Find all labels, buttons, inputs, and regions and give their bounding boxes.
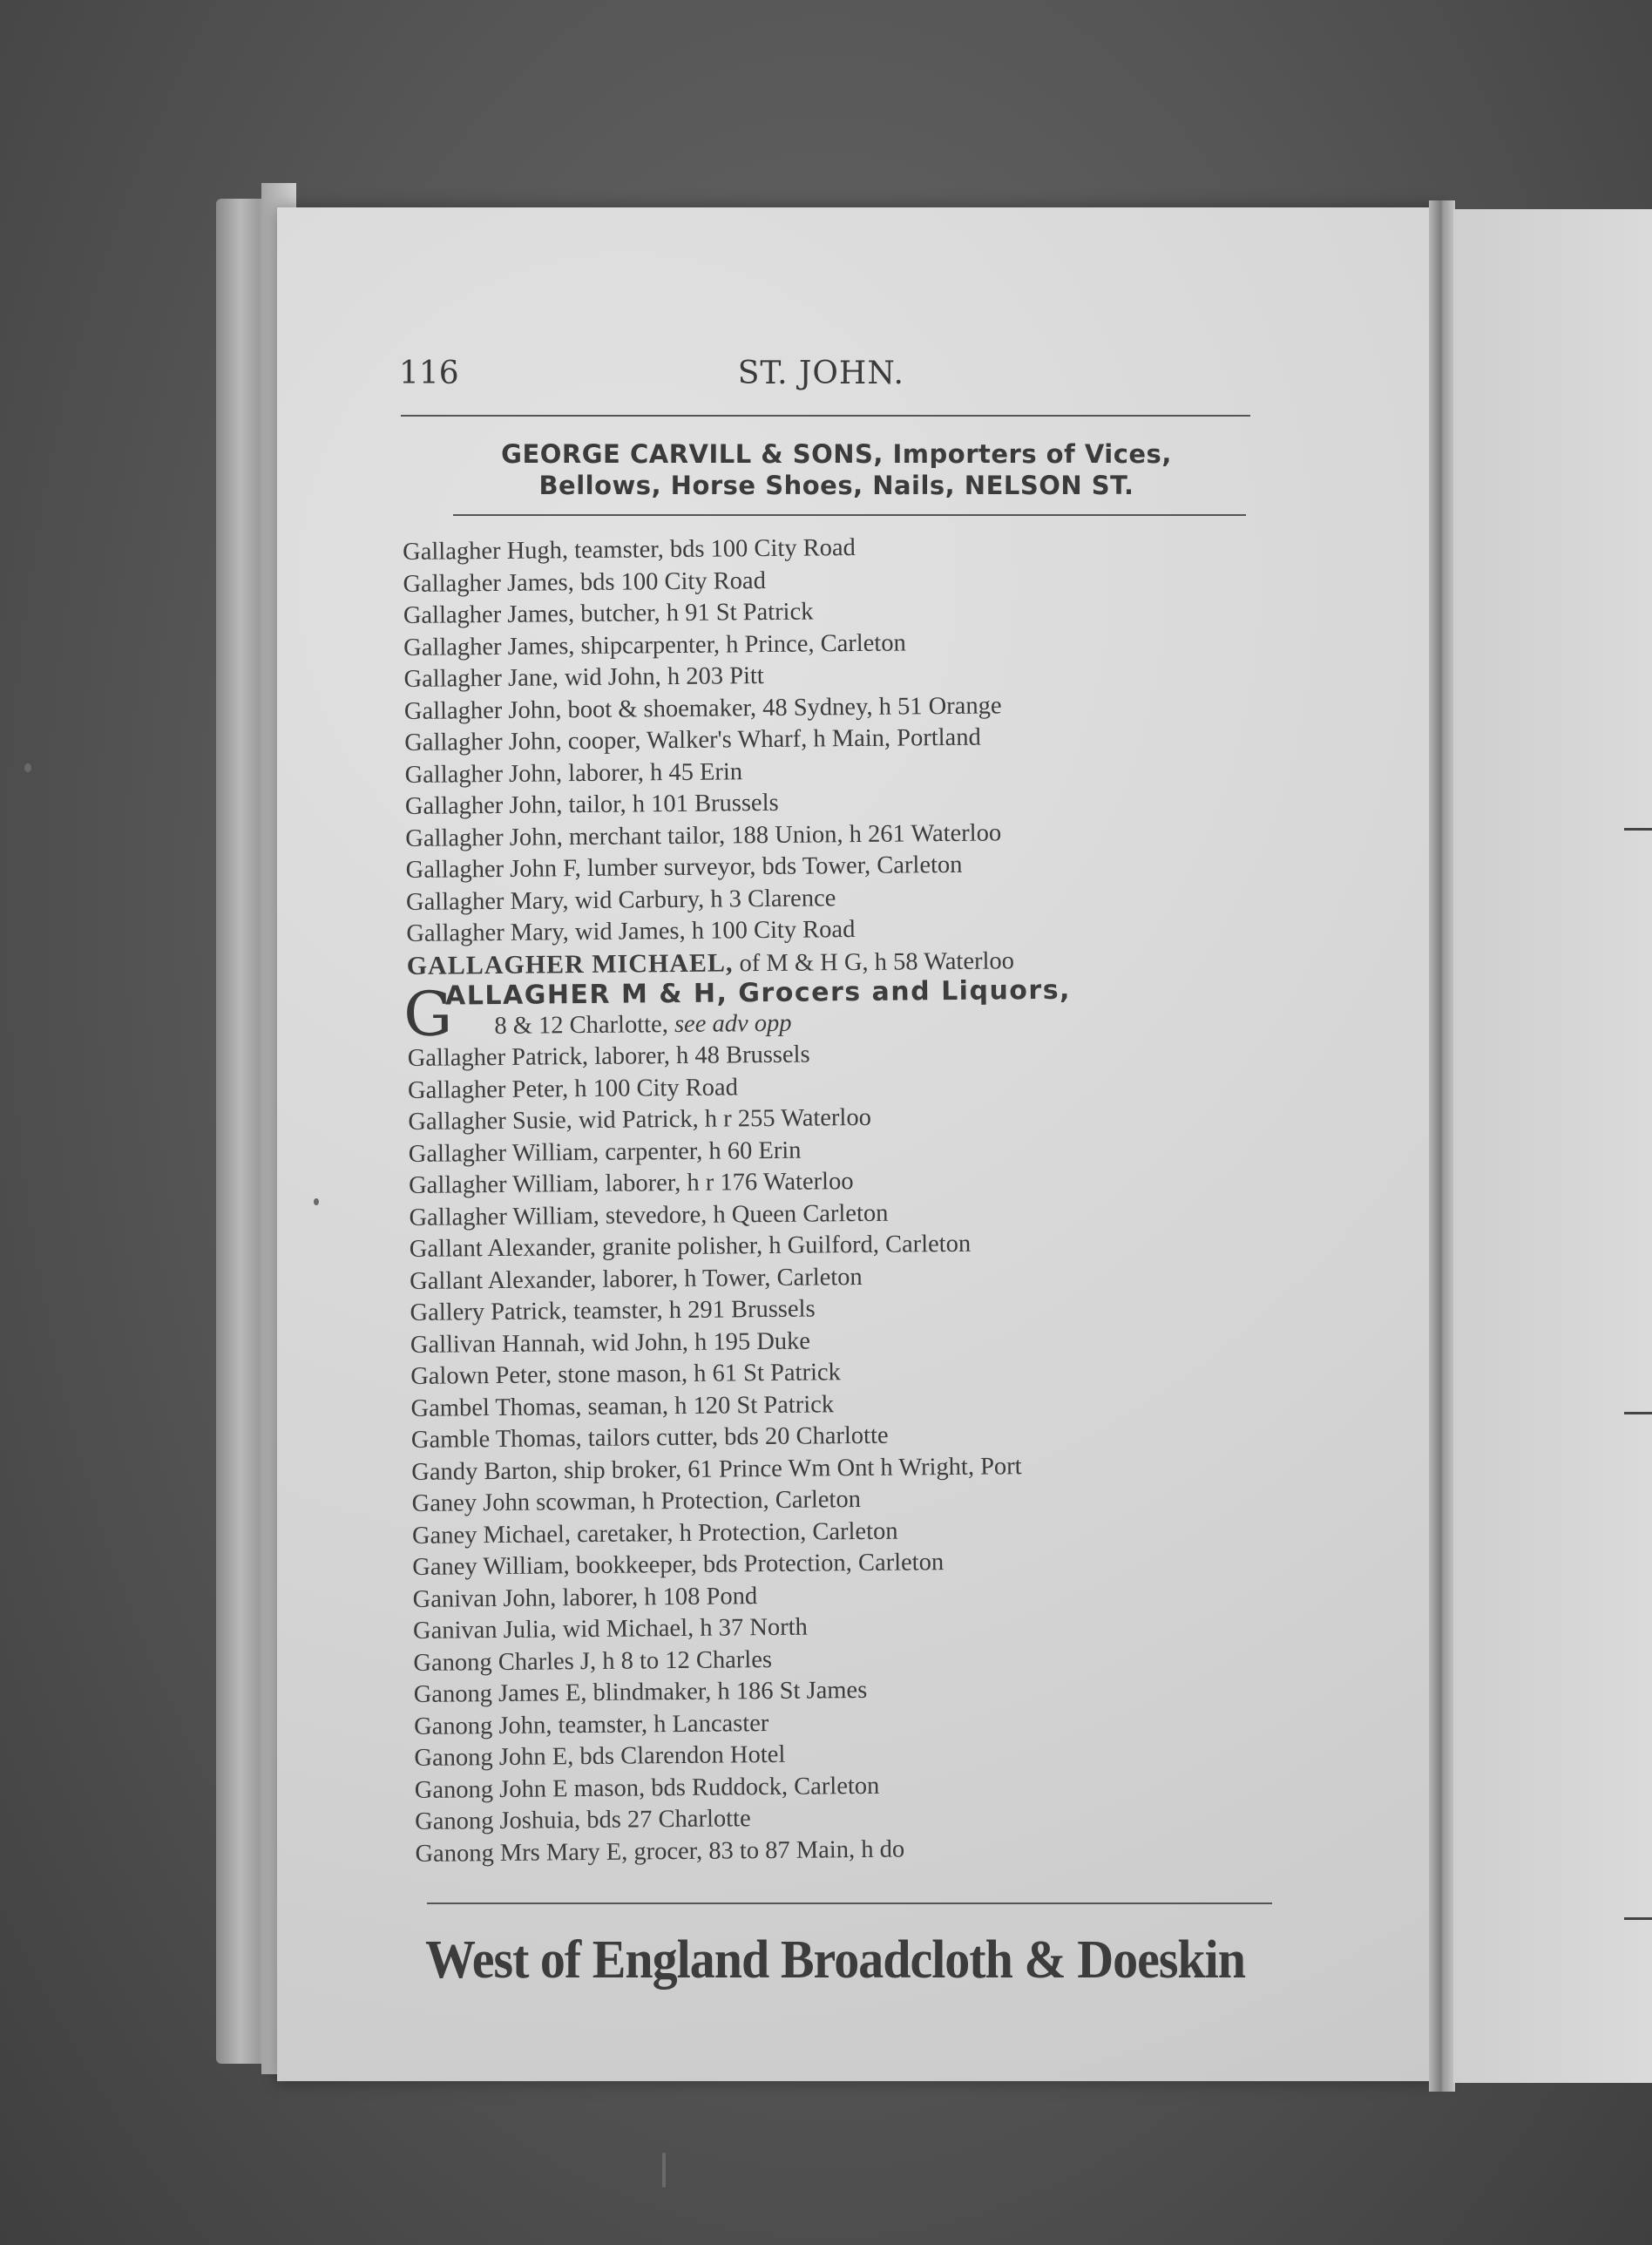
list-item: Gallagher Mary, wid James, h 100 City Road [406,916,856,947]
footer-rule [427,1902,1272,1904]
list-item: Galown Peter, stone mason, h 61 St Patrick [410,1359,841,1390]
list-item: Ganong Joshuia, bds 27 Charlotte [415,1805,751,1835]
list-item: Gallagher John, tailor, h 101 Brussels [404,789,779,820]
list-item: Gambel Thomas, seaman, h 120 St Patrick [410,1390,835,1422]
facing-page-fragment [1453,209,1652,2083]
bottom-advertisement: West of England Broadcloth & Doeskin [425,1929,1246,1991]
list-item: Gallery Patrick, teamster, h 291 Brussels [410,1295,816,1326]
list-item: Ganong John E mason, bds Ruddock, Carleton [414,1772,880,1804]
list-item: Gallagher John, merchant tailor, 188 Union, h 261 Waterloo [405,818,1002,852]
list-item: Gallagher William, carpenter, h 60 Erin [408,1136,802,1168]
drop-cap-letter: G [403,978,455,1051]
list-item: Gallagher James, shipcarpenter, h Prince, Carleton [403,628,906,661]
list-item: Gandy Barton, ship broker, 61 Prince Wm Ont h Wright, Port [411,1452,1022,1486]
facing-page-rule [1624,1917,1652,1920]
bold-entry-details: of M & H G, h 58 Waterloo [733,946,1015,977]
list-item: Gallagher Mary, wid Carbury, h 3 Clarence [405,884,836,916]
header-rule [401,415,1250,417]
page-header [399,356,1270,391]
list-item: Gallagher William, stevedore, h Queen Carleton [409,1199,889,1231]
list-item: Ganivan Julia, wid Michael, h 37 North [412,1613,808,1645]
scan-speck [24,763,31,772]
ad-rule [453,514,1246,516]
list-item: Ganey William, bookkeeper, bds Protection, Carleton [412,1549,944,1581]
list-item: Gallagher John, boot & shoemaker, 48 Sydney, h 51 Orange [403,691,1002,725]
list-item: Gallagher Susie, wid Patrick, h r 255 Waterloo [408,1103,872,1136]
list-item: Ganong Mrs Mary E, grocer, 83 to 87 Main, h do [415,1835,905,1868]
list-item: Ganey John scowman, h Protection, Carleton [411,1486,862,1517]
list-item: Gallagher Jane, wid John, h 203 Pitt [403,662,764,693]
list-item: Ganivan John, laborer, h 108 Pond [412,1582,758,1613]
list-item: Gallant Alexander, granite polisher, h Guilford, Carleton [409,1230,972,1263]
list-item: Gallagher James, bds 100 City Road [403,566,767,598]
running-head: ST. JOHN. [737,356,904,391]
list-item: Gallagher James, butcher, h 91 St Patrick [403,598,814,629]
list-item: Gallagher William, laborer, h r 176 Waterloo [408,1168,854,1199]
list-item: Gallant Alexander, laborer, h Tower, Carleton [410,1263,863,1295]
display-entry-reference: see adv opp [674,1009,792,1039]
directory-entries [403,528,1322,1870]
display-entry-name: ALLAGHER M & H, Grocers and Liquors, [444,974,1072,1012]
list-item: Gallagher John, cooper, Walker's Wharf, h Main, Portland [404,723,981,756]
list-item: Gallagher Hugh, teamster, bds 100 City Road [403,534,856,566]
list-item: Ganong Charles J, h 8 to 12 Charles [413,1645,773,1677]
page-number: 116 [399,356,459,391]
top-advertisement [401,438,1272,501]
list-item: Gallagher Peter, h 100 City Road [407,1073,739,1104]
list-item: Gallagher John F, lumber surveyor, bds Tower, Carleton [405,851,963,884]
list-item: Ganey Michael, caretaker, h Protection, Carleton [411,1517,898,1550]
list-item: Ganong John, teamster, h Lancaster [413,1709,769,1740]
list-item: Gallagher Patrick, laborer, h 48 Brussels [407,1041,810,1072]
scan-speck [314,1198,319,1205]
bold-entry-name: GALLAGHER MICHAEL, [406,947,734,980]
display-entry-address: 8 & 12 Charlotte, [494,1011,675,1041]
list-item: Gallagher John, laborer, h 45 Erin [404,757,743,789]
list-item: Gamble Thomas, tailors cutter, bds 20 Charlotte [410,1421,889,1454]
scan-speck [662,2153,666,2187]
top-ad-line-1: GEORGE CARVILL & SONS, Importers of Vices, [501,439,1172,469]
top-ad-line-2: Bellows, Horse Shoes, Nails, NELSON ST. [538,471,1134,500]
list-item: Ganong John E, bds Clarendon Hotel [414,1740,786,1772]
list-item: Ganong James E, blindmaker, h 186 St James [413,1676,868,1708]
book-gutter [1429,200,1455,2092]
facing-page-rule [1624,828,1652,831]
facing-page-rule [1624,1412,1652,1414]
list-item: Gallivan Hannah, wid John, h 195 Duke [410,1327,811,1359]
